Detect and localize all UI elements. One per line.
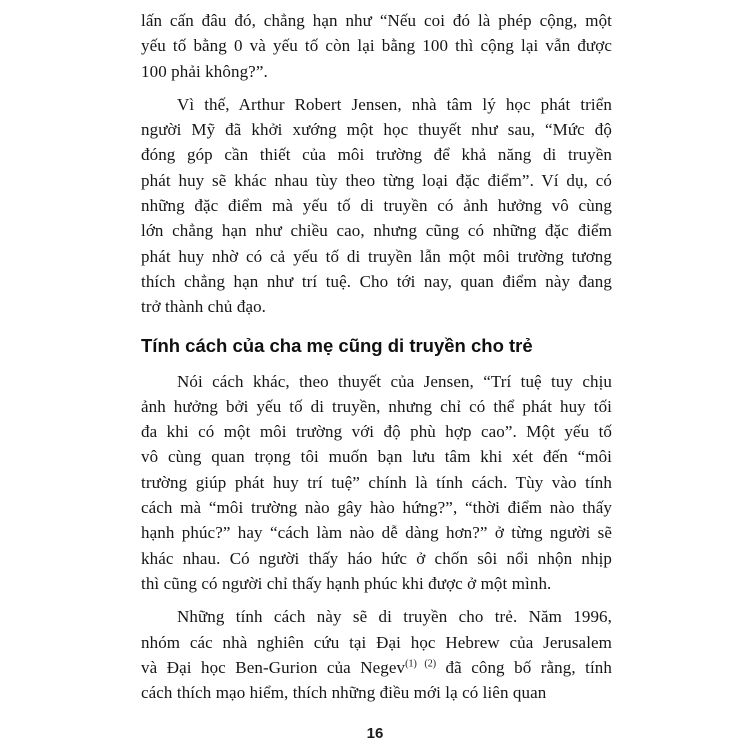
text-line: cách mà “môi trường nào gây hào hứng?”, “thời điểm nào thấy — [141, 498, 612, 518]
text-line: 100 phải không?”. — [141, 61, 268, 81]
text-line: phát huy sẽ khác nhau tùy theo từng loại đặc điểm”. Ví dụ, có — [141, 170, 612, 190]
text-line: thì cũng có người chỉ thấy hạnh phúc khi được ở một mình. — [141, 573, 552, 593]
text-line: cách thích mạo hiểm, thích những điều mới lạ có liên quan — [141, 683, 547, 703]
text-line: đa khi có một môi trường với độ phù hợp cao”. Một yếu tố — [141, 422, 612, 442]
text-line: yếu tố bằng 0 và yếu tố còn lại bằng 100 thì cộng lại vẫn được — [141, 36, 612, 56]
text-line: hạnh phúc?” hay “cách làm nào dễ dàng hơn?” ở từng người sẽ — [141, 523, 612, 543]
paragraph — [141, 369, 612, 597]
page-number: 16 — [366, 725, 384, 742]
footnote-marker: (1) (2) — [405, 658, 437, 670]
text-line: Nói cách khác, theo thuyết của Jensen, “Trí tuệ tuy chịu — [177, 371, 612, 391]
paragraph — [141, 604, 612, 705]
text-line: lấn cấn đâu đó, chẳng hạn như “Nếu coi đó là phép cộng, một — [141, 11, 612, 30]
text-line: người Mỹ đã khởi xướng một học thuyết như sau, “Mức độ — [141, 120, 612, 140]
text-line: ảnh hưởng bởi yếu tố di truyền, nhưng chỉ có thể phát huy tối — [141, 396, 612, 416]
text-line: Vì thế, Arthur Robert Jensen, nhà tâm lý học phát triển — [177, 94, 612, 114]
section-heading: Tính cách của cha mẹ cũng di truyền cho trẻ — [141, 334, 533, 356]
text-line: nhóm các nhà nghiên cứu tại Đại học Hebrew của Jerusalem — [141, 632, 612, 652]
text-line: những đặc điểm mà yếu tố di truyền có ảnh hưởng vô cùng — [141, 196, 612, 216]
text-line: Những tính cách này sẽ di truyền cho trẻ. Năm 1996, — [177, 607, 612, 627]
text-line: và Đại học Ben-Gurion của Negev$^{(1) (2)}$ đã công bố rằng, tính — [141, 657, 612, 677]
paragraph — [141, 92, 612, 320]
text-line: trường giúp phát huy trí tuệ” chính là tính cách. Tùy vào tính — [141, 472, 612, 492]
text-line: vô cùng quan trọng tôi muốn bạn lưu tâm khi xét đến “môi — [141, 447, 612, 467]
paragraph — [141, 8, 612, 84]
body-text — [141, 0, 612, 705]
text-line: trở thành chủ đạo. — [141, 297, 267, 317]
text-line: đóng góp cần thiết của môi trường để khả năng di truyền — [141, 145, 612, 165]
text-line: phát huy nhờ có cả yếu tố di truyền lẫn một môi trường tương — [141, 246, 612, 266]
text-line: khác nhau. Có người thấy háo hức ở chốn sôi nổi nhộn nhịp — [141, 548, 612, 568]
text-line: lớn chẳng hạn như chiều cao, nhưng cũng có những đặc điểm — [141, 221, 612, 241]
text-line: thích chẳng hạn như trí tuệ. Cho tới nay, quan điểm này đang — [141, 271, 612, 291]
